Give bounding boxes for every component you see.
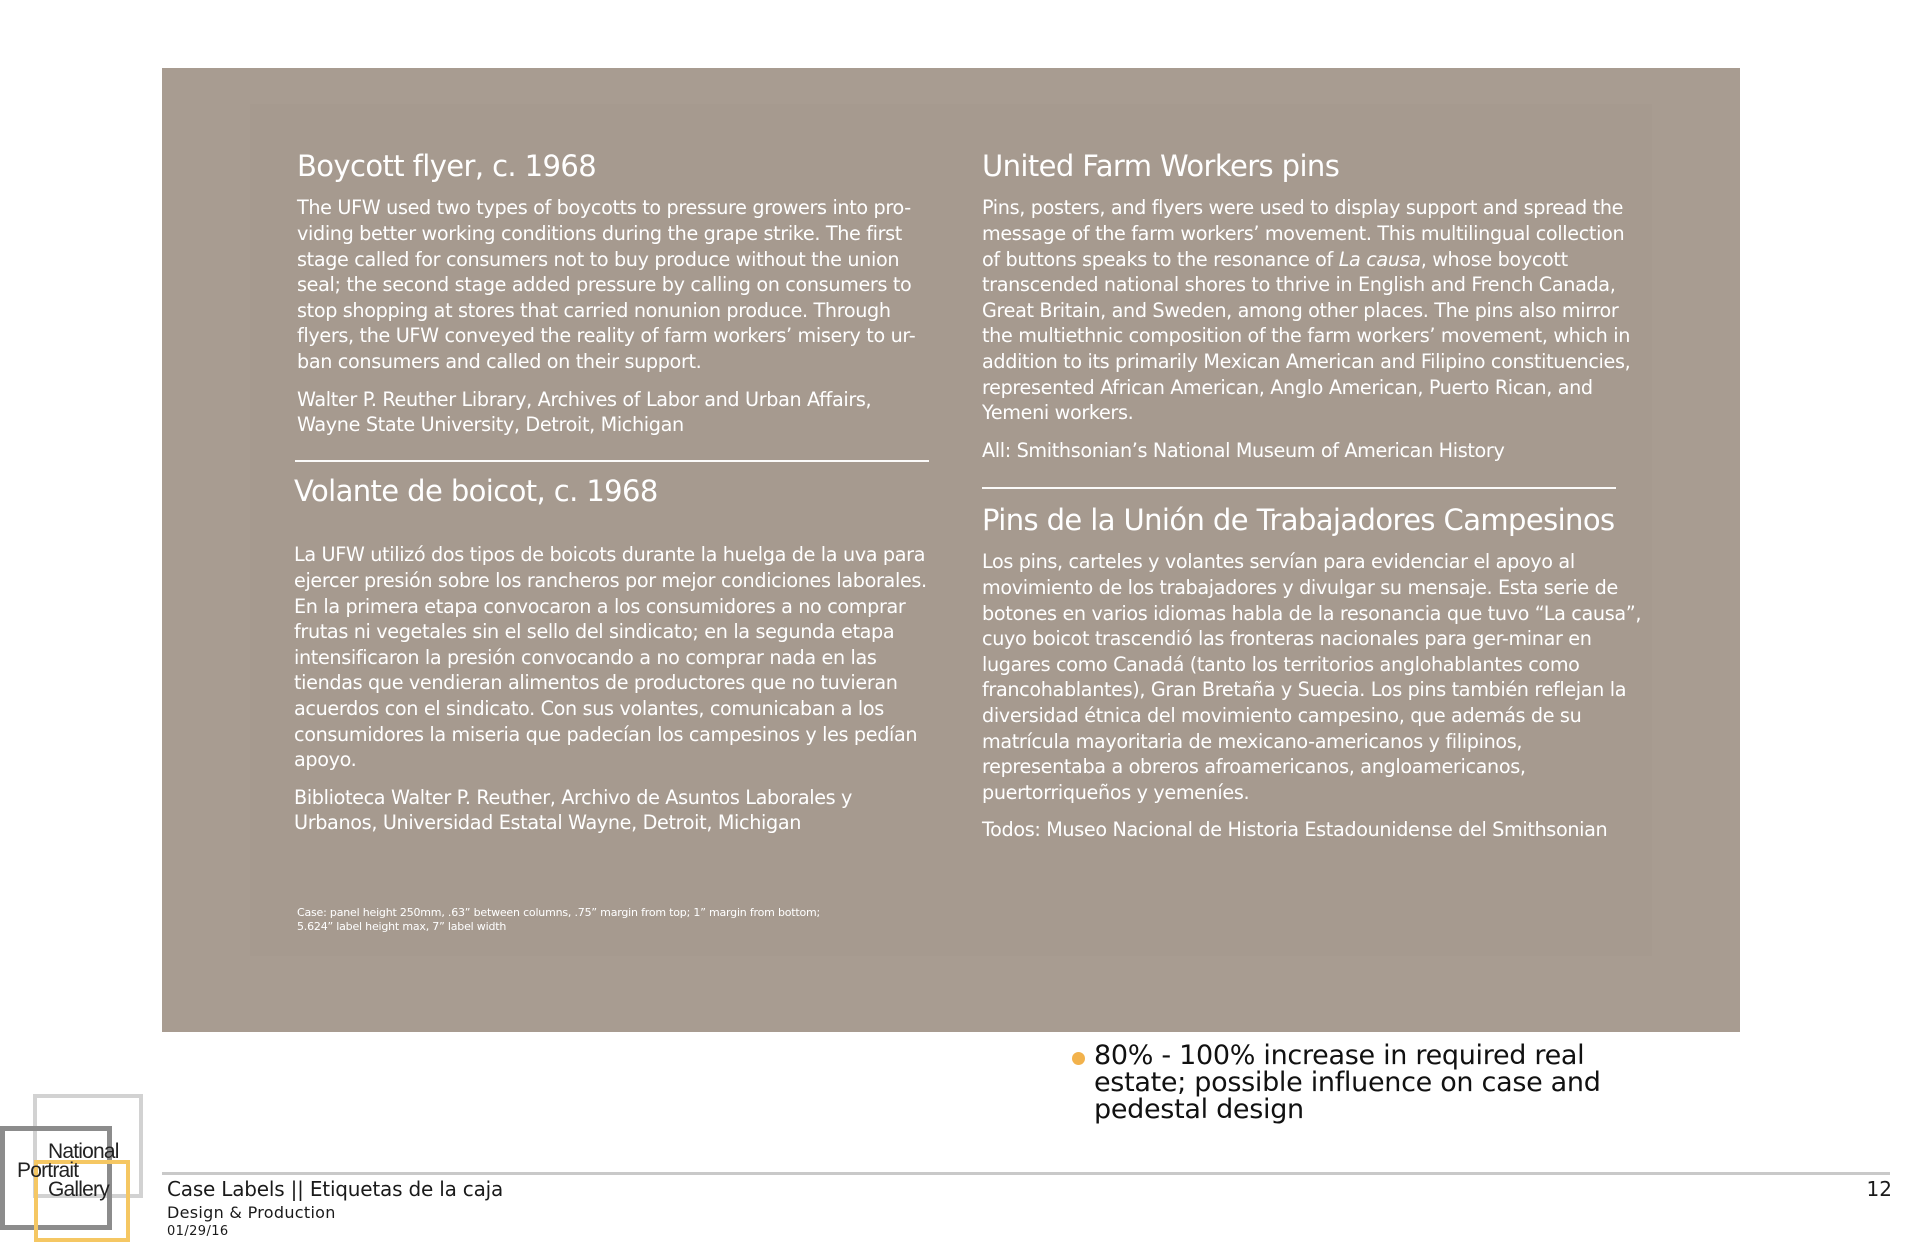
- body-pins-union-es: Los pins, carteles y volantes servían para evidenciar el apoyo al movimiento de los trabajadores y divulgar su mensaje. Esta serie de botones en varios idiomas habla de la resonancia que tuvo “La causa”, cuyo boicot trascendió las fronteras nacionales para ger-minar en lugares como Canadá (tanto los territorios anglohablantes como francohablantes), Gran Bretaña y Suecia. Los pins también reflejan la diversidad étnica del movimiento campesino, que además de su matrícula mayoritaria de mexicano-americanos y filipinos, representaba a obreros afroamericanos, angloamericanos, puertorriqueños y yemeníes.: [982, 550, 1642, 804]
- divider-left: [295, 460, 929, 462]
- right-column-spanish: [982, 504, 1642, 843]
- footer-subtitle: Design & Production: [167, 1203, 336, 1222]
- body-ufw-pins-en: [982, 195, 1632, 425]
- page-number: 12: [1866, 1177, 1892, 1201]
- la-causa-italic: La causa: [1338, 247, 1421, 271]
- body-boycott-flyer-en: The UFW used two types of boycotts to pressure growers into pro-viding better working conditions during the grape strike. The first stage called for consumers not to buy produce without the union seal; the second stage added pressure by calling on consumers to stop shopping at stores that carried nonunion produce. Through flyers, the UFW conveyed the reality of farm workers’ misery to ur-ban consumers and called on their support.: [297, 196, 916, 373]
- logo-word-national: National: [48, 1140, 119, 1163]
- real-estate-bullet: [1072, 1042, 1632, 1123]
- credit-ufw-pins-en: All: Smithsonian’s National Museum of American History: [982, 438, 1505, 462]
- divider-right: [982, 487, 1616, 489]
- label-panel: [162, 68, 1740, 1032]
- footer-date: 01/29/16: [167, 1224, 229, 1239]
- npg-logo: [0, 1090, 160, 1242]
- logo-word-gallery: Gallery: [48, 1178, 109, 1201]
- heading-boycott-flyer-en: Boycott flyer, c. 1968: [297, 149, 597, 183]
- credit-volante-de-boicot-es: Biblioteca Walter P. Reuther, Archivo de Asuntos Laborales y Urbanos, Universidad Estatal Wayne, Detroit, Michigan: [294, 785, 853, 835]
- heading-ufw-pins-en: United Farm Workers pins: [982, 149, 1340, 183]
- body-volante-de-boicot-es: La UFW utilizó dos tipos de boicots durante la huelga de la uva para ejercer presión sobre los rancheros por mejor condiciones laborales. En la primera etapa convocaron a los consumidores a no comprar frutas ni vegetales sin el sello del sindicato; en la segunda etapa intensificaron la presión convocando a no comprar nada en las tiendas que vendieran alimentos de productores que no tuvieran acuerdos con el sindicato. Con sus volantes, comunicaban a los consumidores la miseria que padecían los campesinos y les pedían apoyo.: [294, 543, 927, 772]
- logo-word-portrait: Portrait: [17, 1159, 79, 1182]
- left-column-spanish: [294, 475, 934, 836]
- heading-pins-union-es: Pins de la Unión de Trabajadores Campesinos: [982, 503, 1615, 537]
- body-ufw-pins-en-part2: , whose boycott transcended national shores to thrive in English and French Canada, Great Britain, and Sweden, among other places. The pins also mirror the multiethnic composition of the farm workers’ movement, which in addition to its primarily Mexican American and Filipino constituencies, represented African American, Anglo American, Puerto Rican, and Yemeni workers.: [982, 247, 1631, 425]
- case-spec-note: Case: panel height 250mm, .63” between columns, .75” margin from top; 1” margin from bottom; 5.624” label height max, 7” label width: [297, 906, 821, 933]
- footer-divider: [162, 1172, 1890, 1175]
- left-column: [297, 150, 932, 438]
- footer-title: Case Labels || Etiquetas de la caja: [167, 1177, 504, 1201]
- credit-pins-union-es: Todos: Museo Nacional de Historia Estadounidense del Smithsonian: [982, 818, 1608, 842]
- heading-volante-de-boicot-es: Volante de boicot, c. 1968: [294, 474, 658, 508]
- bullet-dot-icon: [1072, 1052, 1085, 1065]
- right-column: [982, 150, 1632, 463]
- credit-boycott-flyer-en: Walter P. Reuther Library, Archives of Labor and Urban Affairs, Wayne State University, Detroit, Michigan: [297, 387, 872, 437]
- body-ufw-pins-en-part1: Pins, posters, and flyers were used to display support and spread the message of the farm workers’ movement. This multilingual collection of buttons speaks to the resonance of: [982, 196, 1625, 271]
- bullet-text: 80% - 100% increase in required real estate; possible influence on case and pedestal design: [1094, 1040, 1601, 1125]
